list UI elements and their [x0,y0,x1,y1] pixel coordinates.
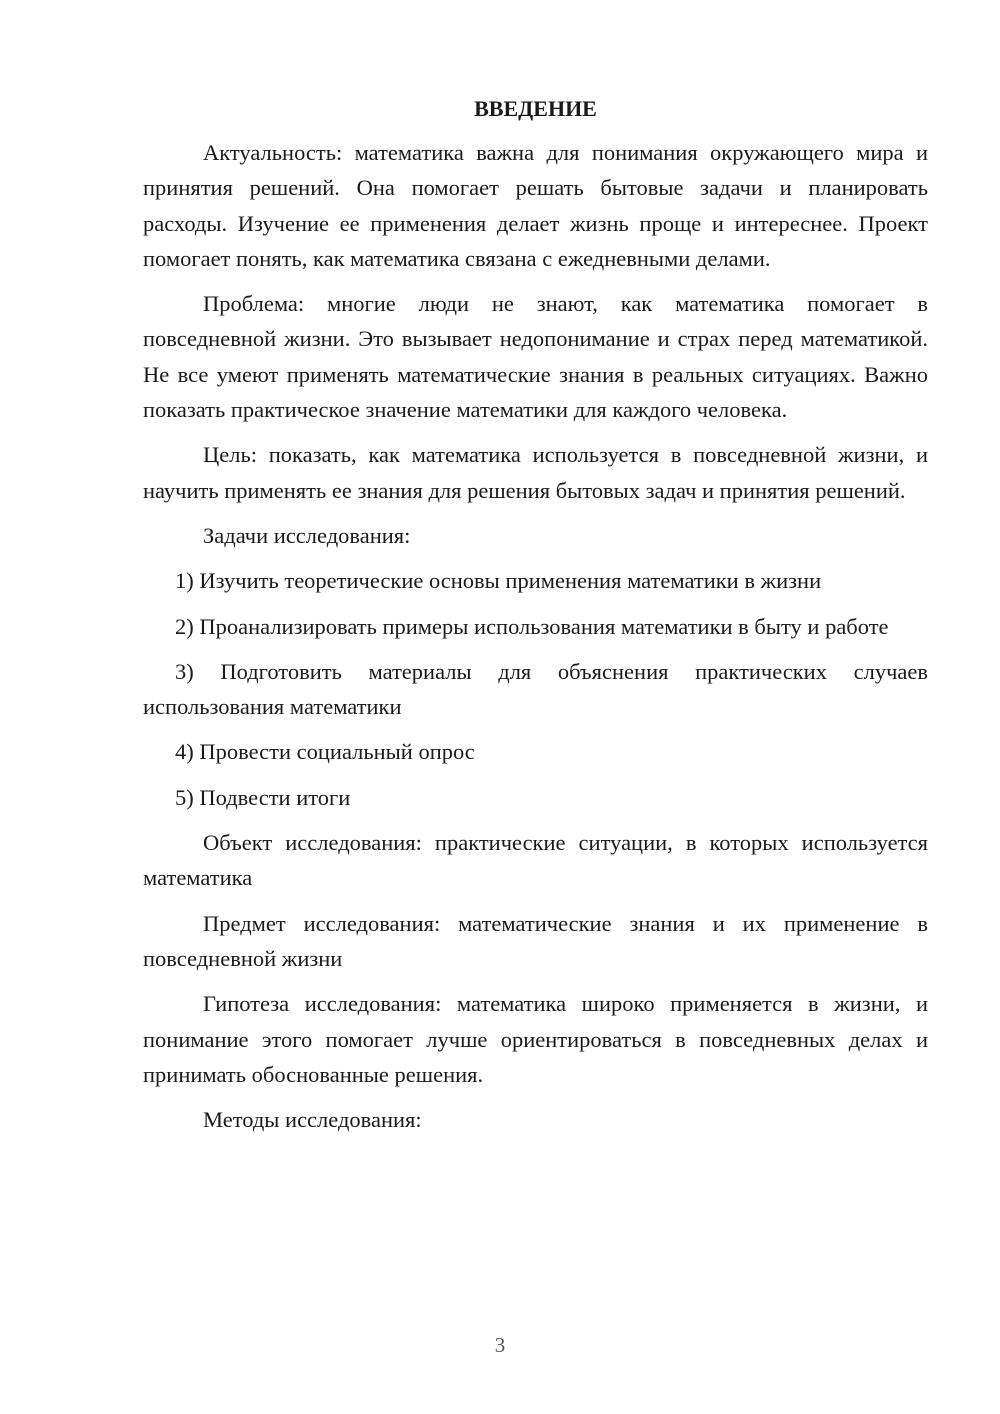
paragraph-methods: Методы исследования: [203,1107,422,1133]
document-page [143,94,928,1147]
paragraph-relevance: Актуальность: математика важна для понимания окружающего мира и принятия решений. Она помогает решать бытовые задачи и планировать расходы. Изучение ее применения делает жизнь проще и интереснее. Проект помогает понять, как математика связана с ежедневными делами. [143,140,928,271]
paragraph-goal: Цель: показать, как математика используется в повседневной жизни, и научить применять ее знания для решения бытовых задач и принятия решений. [143,442,928,503]
task-item-4: 4) Провести социальный опрос [175,739,475,765]
section-title: ВВЕДЕНИЕ [474,96,597,121]
task-item-3: 3) Подготовить материалы для объяснения практических случаев использования математики [143,658,928,720]
paragraph-object: Объект исследования: практические ситуации, в которых используется математика [143,830,928,891]
paragraph-hypothesis: Гипотеза исследования: математика широко применяется в жизни, и понимание этого помогает лучше ориентироваться в повседневных делах и принимать обоснованные решения. [143,991,928,1087]
paragraph-tasks-heading: Задачи исследования: [203,522,411,548]
task-item-5: 5) Подвести итоги [175,784,351,810]
paragraph-problem: Проблема: многие люди не знают, как математика помогает в повседневной жизни. Это вызывает недопонимание и страх перед математикой. Не все умеют применять математические знания в реальных ситуациях. Важно показать практическое значение математики для каждого человека. [143,291,928,423]
page-number: 3 [494,1333,506,1357]
paragraph-subject: Предмет исследования: математические знания и их применение в повседневной жизни [143,910,928,971]
task-item-2: 2) Проанализировать примеры использования математики в быту и работе [175,613,889,639]
task-item-1: 1) Изучить теоретические основы применения математики в жизни [175,568,822,594]
